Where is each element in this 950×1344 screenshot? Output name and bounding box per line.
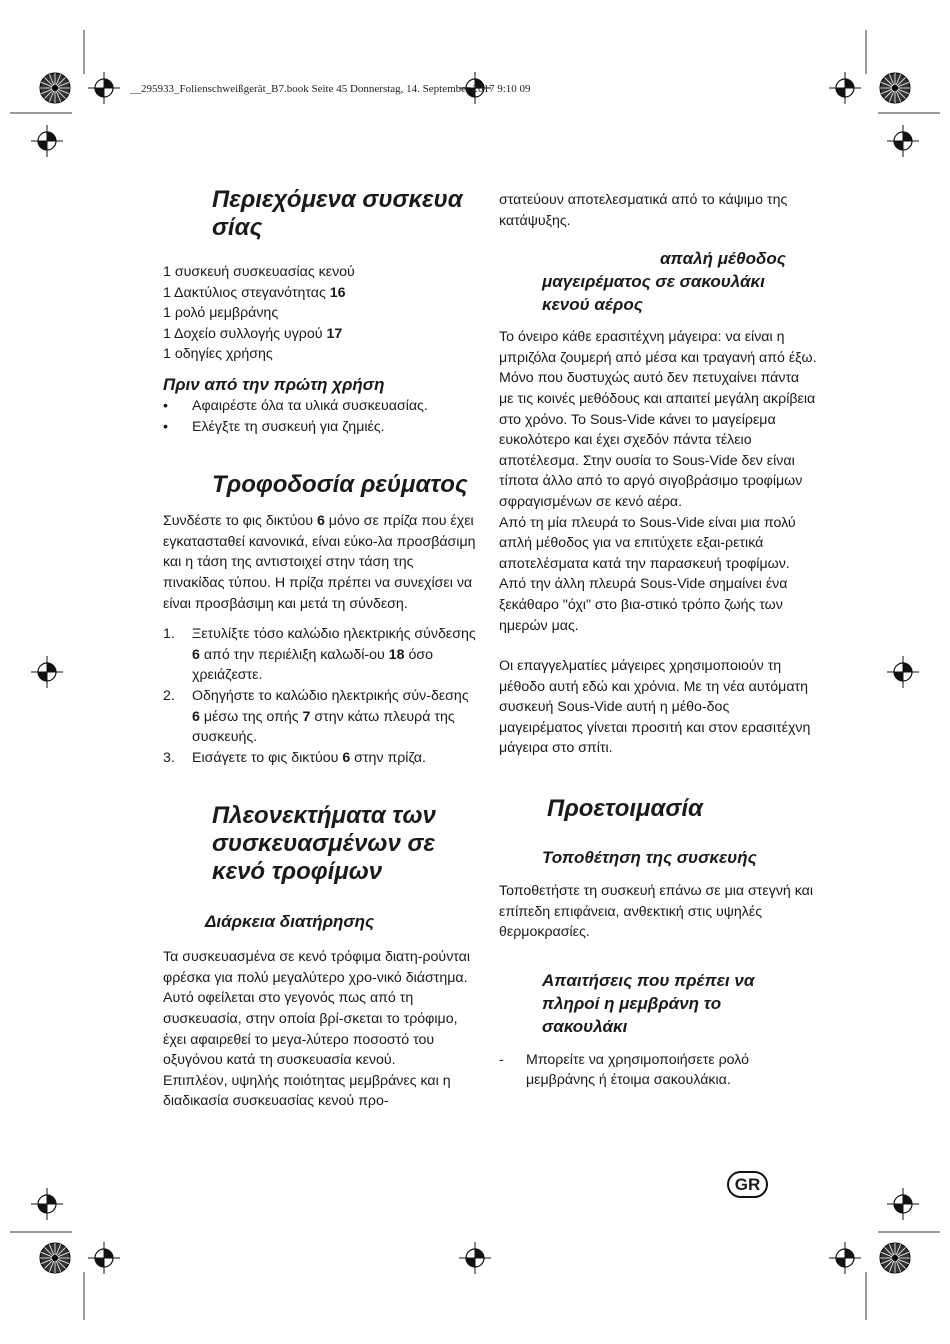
- placement-paragraph: Τοποθετήστε τη συσκευή επάνω σε μια στεγνή και επίπεδη επιφάνεια, ανθεκτική στις υψηλές θερμοκρασίες.: [499, 883, 814, 941]
- contents-item: 1 οδηγίες χρήσης: [163, 346, 273, 363]
- right-column: [499, 190, 817, 1091]
- power-supply-title: Τροφοδοσία ρεύματος: [212, 471, 468, 499]
- list-item: • Αφαιρέστε όλα τα υλικά συσκευασίας.: [163, 397, 428, 414]
- film-requirements-title: Απαιτήσεις που πρέπει να πληροί η μεμβράνη το σακουλάκι: [542, 970, 755, 1036]
- before-use-list: [163, 396, 478, 437]
- contents-list: [163, 262, 478, 365]
- before-first-use-title: Πριν από την πρώτη χρήση: [163, 374, 385, 394]
- contents-item: 1 Δοχείο συλλογής υγρού 17: [163, 325, 343, 342]
- book-header: __295933_Folienschweißgerät_B7.book Seite 45 Donnerstag, 14. September 2017 9:10 09: [130, 83, 531, 95]
- contents-item: 1 ρολό μεμβράνης: [163, 305, 279, 322]
- left-column: [163, 186, 478, 1112]
- placement-title: Τοποθέτηση της συσκευής: [542, 848, 757, 868]
- shelf-life-paragraph-2: Επιπλέον, υψηλής ποιότητας μεμβράνες και η διαδικασία συσκευασίας κενού προ-: [163, 1072, 451, 1110]
- continued-paragraph: στατεύουν αποτελεσματικά από το κάψιμο της κατάψυξης.: [499, 192, 788, 229]
- film-requirements-list: [499, 1050, 817, 1091]
- power-steps: [163, 624, 478, 768]
- sous-vide-paragraph-3: Οι επαγγελματίες μάγειρες χρησιμοποιούν τη μέθοδο αυτή εδώ και χρόνια. Με τη νέα αυτόματη συσκευή Sous-Vide αυτή η μέθο-δος μαγειρέματος γίνεται προσιτή και στον ερασιτέχνη μάγειρα στο σπίτι.: [499, 658, 811, 757]
- preparation-title: Προετοιμασία: [547, 795, 703, 823]
- advantages-title: Πλεονεκτήματα των συσκευασμένων σε κενό τροφίμων: [212, 802, 436, 886]
- list-item: 3. Εισάγετε το φις δικτύου 6 στην πρίζα.: [163, 749, 426, 766]
- list-item: • Ελέγξτε τη συσκευή για ζημιές.: [163, 418, 385, 435]
- contents-item: 1 Δακτύλιος στεγανότητας 16: [163, 284, 346, 301]
- contents-item: 1 συσκευή συσκευασίας κενού: [163, 264, 355, 280]
- sous-vide-paragraph-2: Από τη μία πλευρά το Sous-Vide είναι μια πολύ απλή μέθοδος για να επιτύχετε εξαι-ρετικά αποτελέσματα κατά την παρασκευή τροφίμων. Από την άλλη πλευρά Sous-Vide σημαίνει ένα ξεκάθαρο "όχι" στο βια-στικό τρόπο ζωής των ημερών μας.: [499, 514, 796, 634]
- power-paragraph: Συνδέστε το φις δικτύου 6 μόνο σε πρίζα που έχει εγκατασταθεί κανονικά, είναι εύκο-λα προσβάσιμη και η τάση της αντιστοιχεί στην τάση της πινακίδας τύπου. Η πρίζα πρέπει να συνεχίσει να είναι προσβάσιμη και μετά τη σύνδεση.: [163, 513, 476, 612]
- sous-vide-title: απαλή μέθοδος μαγειρέματος σε σακουλάκι κενού αέρος: [542, 249, 786, 315]
- shelf-life-title: Διάρκεια διατήρησης: [205, 912, 375, 932]
- shelf-life-paragraph: Τα συσκευασμένα σε κενό τρόφιμα διατη-ρούνται φρέσκα για πολύ μεγαλύτερο χρο-νικό διάστημα. Αυτό οφείλεται στο γεγονός πως από τη συσκευασία, στην οποία βρί-σκεται το τρόφιμο, έχει αφαιρεθεί το μεγα-λύτερο ποσοστό του οξυγόνου κατά τη συσκευασία κενού.: [163, 949, 471, 1069]
- sous-vide-paragraph-1: Το όνειρο κάθε ερασιτέχνη μάγειρα: να είναι η μπριζόλα ζουμερή από μέσα και τραγανή από έξω. Μόνο που δυστυχώς αυτό δεν πετυχαίνει πάντα με τις κοινές μεθόδους και απαιτεί μεγάλη ακρίβεια στο χρόνο. Το Sous-Vide κάνει το μαγείρεμα ευκολότερο και έχει σχεδόν πάντα τέλειο αποτέλεσμα. Στην ουσία το Sous-Vide δεν είναι τίποτα άλλο από το αργό σιγοβράσιμο τροφίμων σφραγισμένων σε κενό αέρα.: [499, 329, 817, 510]
- list-item: 2. Οδηγήστε το καλώδιο ηλεκτρικής σύν-δεσης 6 μέσω της οπής 7 στην κάτω πλευρά της συσκευής.: [163, 687, 469, 746]
- list-item: 1. Ξετυλίξτε τόσο καλώδιο ηλεκτρικής σύνδεσης 6 από την περιέλιξη καλωδί-ου 18 όσο χρειάζεστε.: [163, 626, 476, 684]
- contents-title: Περιεχόμενα συσκευα σίας: [212, 186, 463, 241]
- language-badge: GR: [727, 1171, 768, 1198]
- list-item: - Μπορείτε να χρησιμοποιήσετε ρολό μεμβράνης ή έτοιμα σακουλάκια.: [499, 1051, 750, 1089]
